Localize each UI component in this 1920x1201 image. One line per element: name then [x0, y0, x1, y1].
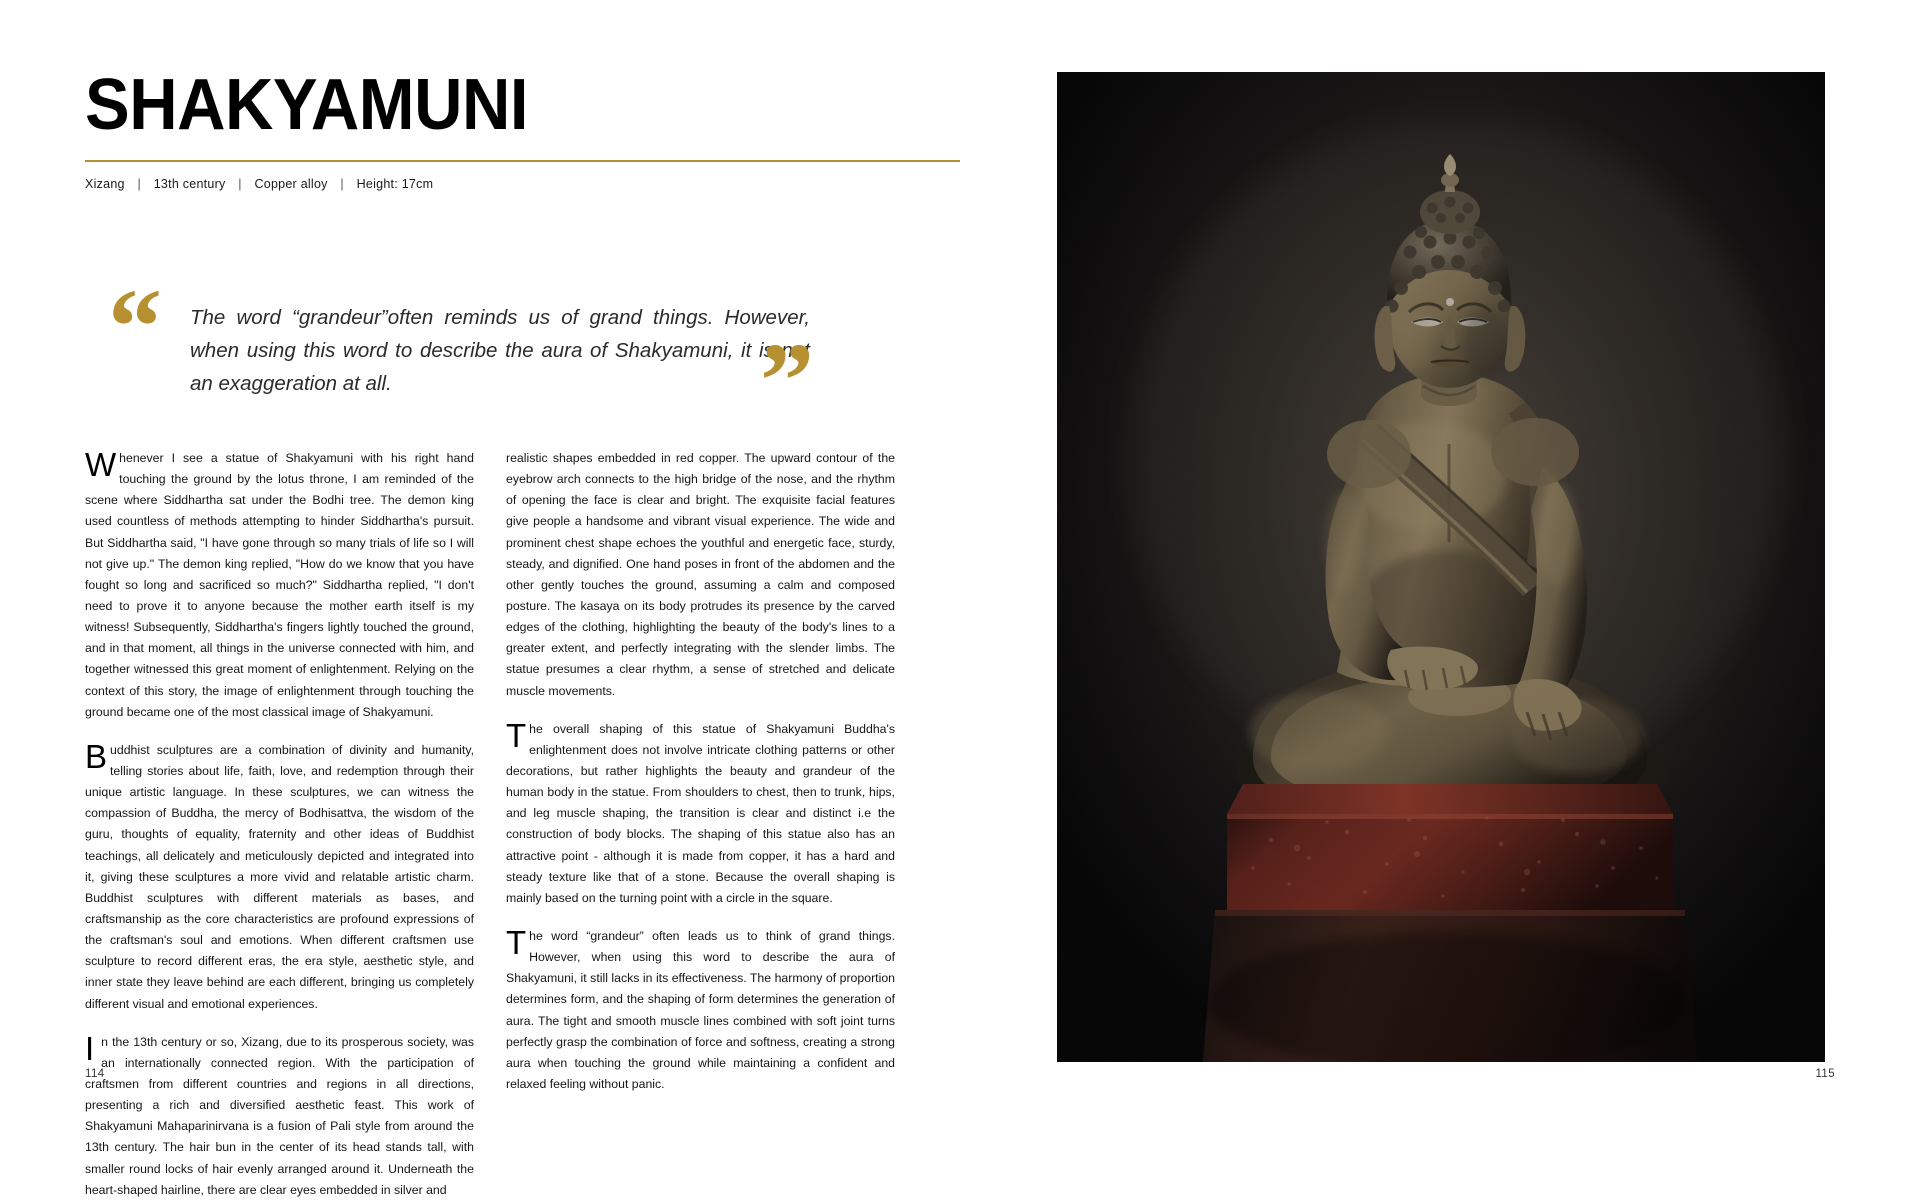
right-page: [960, 0, 1920, 1131]
pull-quote: [100, 268, 900, 441]
meta-separator: |: [137, 177, 141, 191]
paragraph: [506, 923, 895, 1095]
meta-material: Copper alloy: [254, 177, 328, 191]
paragraph: [85, 737, 474, 1015]
page-number-left: 114: [85, 1068, 105, 1080]
left-page: [0, 0, 960, 1197]
meta-period: 13th century: [153, 177, 226, 191]
buddha-statue-image: [1057, 72, 1825, 1062]
paragraph: [506, 716, 895, 909]
page-title: SHAKYAMUNI: [85, 65, 529, 145]
meta-height: Height: 17cm: [356, 177, 434, 191]
quote-close-icon: ”: [760, 322, 814, 441]
paragraph-text: uddhist sculptures are a combination of divinity and humanity, telling stories about life, faith, love, and redemption through their unique artistic language. In these sculptures, we can witness the compassion of Buddha, the mercy of Bodhisattva, the wisdom of the guru, thoughts of equality, fraternity and other ideas of Buddhist teachings, all delicately and meticulously depicted and integrated into it, giving these sculptures a more vivid and relatable artistic charm. Buddhist sculptures with different materials as bases, and craftsmanship as the core characteristics are profound expressions of the craftsman's soul and emotions. When different craftsmen use sculpture to record different eras, the era style, aesthetic style, and inner state they leave behind are each different, bringing us completely different visual and emotional experiences.: [85, 742, 474, 1011]
meta-separator: |: [238, 177, 242, 191]
paragraph: [85, 1029, 474, 1201]
quote-open-icon: “: [108, 268, 162, 387]
drop-cap: T: [506, 716, 527, 754]
title-block: [85, 65, 885, 145]
paragraph: [85, 448, 474, 723]
paragraph-text: he word “grandeur” often leads us to think of grand things. However, when using this word to describe the aura of Shakyamuni, it still lacks in its effectiveness. The harmony of proportion determines form, and the shaping of form determines the generation of aura. The tight and smooth muscle lines combined with soft joint turns perfectly grasp the combination of force and softness, creating a strong aura when touching the ground while maintaining a confident and relaxed feeling without panic.: [506, 928, 895, 1091]
paragraph-text: realistic shapes embedded in red copper. The upward contour of the eyebrow arch connects to the high bridge of the nose, and the rhythm of opening the face is clear and bright. The exquisite facial features give people a handsome and vibrant visual experience. The wide and prominent chest shape echoes the youthful and energetic face, sturdy, steady, and dignified. One hand poses in front of the abdomen and the other gently touches the ground, assuming a calm and composed posture. The kasaya on its body protrudes its presence by the carved edges of the clothing, highlighting the beauty of the body's lines to a greater extent, and perfectly integrating with the slender limbs. The statue presumes a clear rhythm, a sense of stretched and delicate muscle movements.: [506, 451, 895, 698]
drop-cap: I: [85, 1029, 95, 1067]
drop-cap: T: [506, 923, 527, 961]
title-divider-rule: [85, 160, 1040, 162]
paragraph-text: n the 13th century or so, Xizang, due to its prosperous society, was an internationally connected region. With the participation of craftsmen from different countries and regions in all directions, presenting a rich and diversified aesthetic feast. This work of Shakyamuni Mahaparinirvana is a fusion of Pali style from around the 13th century. The hair bun in the center of its head stands tall, with smaller round locks of hair evenly arranged around it. Underneath the heart-shaped hairline, there are clear eyes embedded in silver and: [85, 1034, 474, 1197]
artifact-metadata: [85, 177, 433, 191]
meta-origin: Xizang: [85, 177, 125, 191]
paragraph-text: henever I see a statue of Shakyamuni with his right hand touching the ground by the lotus throne, I am reminded of the scene where Siddhartha sat under the Bodhi tree. The demon king used countless of methods attempting to hinder Siddhartha's pursuit. But Siddhartha said, "I have gone through so many trials of life so I will not give up." The demon king replied, "How do we know that you have fought so long and sacrificed so much?" Siddhartha replied, "I don't need to prove it to anyone because the mother earth itself is my witness! Subsequently, Siddhartha's fingers lightly touched the ground, and in that moment, all things in the universe connected with him, and together witnessed this great moment of enlightenment. Relying on the context of this story, the image of enlightenment through touching the ground became one of the most classical image of Shakyamuni.: [85, 451, 474, 719]
page-number-right: 115: [1815, 1068, 1835, 1080]
statue-photograph: [1057, 72, 1825, 1062]
pull-quote-text: The word “grandeur”often reminds us of grand things. However, when using this word to describe the aura of Shakyamuni, it is not an exaggeration at all.: [190, 306, 810, 395]
paragraph-text: he overall shaping of this statue of Shakyamuni Buddha's enlightenment does not involve intricate clothing patterns or other decorations, but rather highlights the beauty and grandeur of the human body in the statue. From shoulders to chest, then to trunk, hips, and leg muscle shaping, the transition is clear and distinct i.e the construction of body blocks. The shaping of this statue also has an attractive point - although it is made from copper, it has a hard and steady texture like that of a stone. Because the overall shaping is mainly based on the turning point with a circle in the square.: [506, 721, 895, 905]
meta-separator: |: [340, 177, 344, 191]
body-column-right: [506, 448, 895, 1091]
paragraph: [506, 448, 895, 702]
drop-cap: B: [85, 737, 108, 775]
drop-cap: W: [85, 446, 117, 483]
